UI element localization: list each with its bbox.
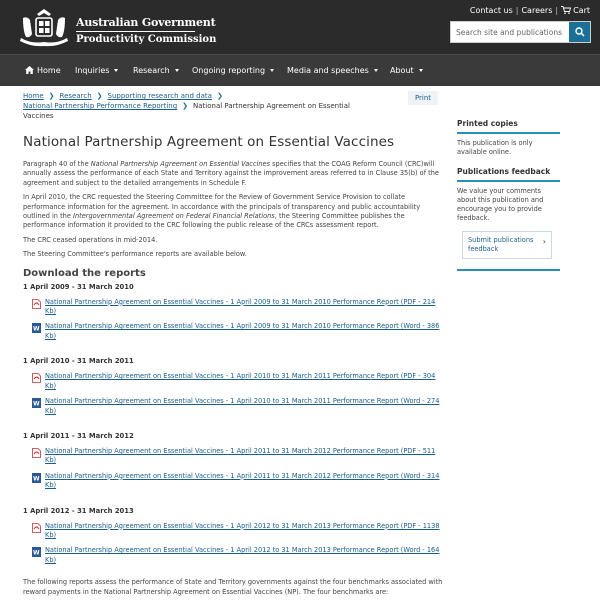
- pdf-icon: [32, 448, 41, 458]
- word-icon: [32, 547, 41, 557]
- nav-about[interactable]: [390, 55, 423, 87]
- page-title: National Partnership Agreement on Essential Vaccines: [23, 134, 395, 150]
- nav-home[interactable]: [25, 55, 61, 87]
- printed-copies-heading: Printed copies: [457, 119, 518, 128]
- breadcrumb-current: National Partnership Agreement on Essential Vaccines: [23, 102, 350, 120]
- submit-feedback-button[interactable]: [462, 231, 552, 259]
- intro-text: specifies that the COAG Reform Council (CRC)will annually assess the performance of each State and Territory against the improvement areas referred to in Clause 35(b) of the agreement and subject to the detailed arrangements in Schedule F.: [23, 160, 439, 187]
- nav-home-label: Home: [37, 66, 61, 75]
- pdf-download-link[interactable]: National Partnership Agreement on Essential Vaccines - 1 April 2009 to 31 March 2010 Performance Report (PDF - 214 Kb): [45, 297, 436, 316]
- word-download-link[interactable]: National Partnership Agreement on Essential Vaccines - 1 April 2012 to 31 March 2013 Performance Report (Word - 164 Kb): [45, 546, 440, 564]
- careers-link[interactable]: Careers: [521, 6, 553, 15]
- report-period: 1 April 2010 - 31 March 2011: [23, 357, 134, 366]
- gov-divider: [76, 31, 195, 32]
- site-logo[interactable]: [17, 8, 217, 48]
- separator: |: [515, 6, 519, 15]
- background-text: In April 2010, the CRC requested the Steering Committee for the Review of Government Service Provision to collate performance information for the agreement. In accordance with the principals of transparency and public accountability outlined in the: [23, 193, 421, 221]
- submit-feedback-label: Submit publications feedback: [468, 236, 534, 253]
- sidebar: [457, 118, 560, 271]
- site-header: [0, 0, 600, 54]
- agency-name: Productivity Commission: [76, 34, 217, 45]
- chevron-right-icon: ❯: [182, 102, 189, 110]
- chevron-down-icon: [374, 69, 378, 72]
- chevron-down-icon: [114, 69, 118, 72]
- search-icon: [575, 27, 585, 37]
- sidebar-divider: [457, 269, 560, 271]
- download-heading: Download the reports: [23, 267, 146, 279]
- word-download-link[interactable]: National Partnership Agreement on Essential Vaccines - 1 April 2009 to 31 March 2010 Performance Report (Word - 386 Kb): [45, 322, 440, 340]
- pdf-download-link[interactable]: National Partnership Agreement on Essential Vaccines - 1 April 2012 to 31 March 2013 Performance Report (PDF - 1138 Kb): [45, 521, 440, 539]
- download-item: [23, 447, 443, 466]
- intro-text: Paragraph 40 of the: [23, 160, 91, 168]
- report-group: [23, 506, 443, 566]
- nav-inquiries[interactable]: [75, 55, 118, 87]
- breadcrumb: [23, 91, 353, 121]
- sidebar-divider: [457, 132, 560, 134]
- chevron-down-icon: [270, 69, 274, 72]
- breadcrumb-home[interactable]: Home: [23, 92, 44, 100]
- crc-ceased-paragraph: The CRC ceased operations in mid-2014.: [23, 235, 158, 244]
- agreement-name: National Partnership Agreement on Essential Vaccines: [90, 160, 271, 168]
- download-item: [23, 546, 443, 565]
- print-button[interactable]: Print: [408, 91, 438, 105]
- contact-link[interactable]: Contact us: [469, 6, 513, 15]
- svg-text:W: W: [33, 475, 40, 483]
- download-item: [23, 298, 443, 317]
- svg-text:W: W: [33, 326, 40, 334]
- cart-link[interactable]: Cart: [573, 6, 590, 15]
- sidebar-divider: [457, 180, 560, 182]
- pdf-icon: [32, 523, 41, 533]
- chevron-down-icon: [175, 69, 179, 72]
- report-group: [23, 356, 443, 416]
- chevron-right-icon: ❯: [96, 92, 103, 100]
- reports-available-paragraph: The Steering Committee's performance reports are available below.: [23, 250, 247, 259]
- nav-media-label: Media and speeches: [287, 66, 369, 75]
- report-period: 1 April 2012 - 31 March 2013: [23, 506, 134, 515]
- gov-title: Australian Government: [76, 16, 216, 29]
- feedback-text: We value your comments about this publication and encourage you to provide feedback.: [457, 187, 544, 222]
- nav-inquiries-label: Inquiries: [75, 66, 110, 75]
- intro-paragraph: [23, 160, 443, 188]
- nav-about-label: About: [390, 66, 414, 75]
- utility-links: [470, 6, 590, 15]
- nav-ongoing-reporting[interactable]: [192, 55, 274, 87]
- download-item: [23, 322, 443, 341]
- breadcrumb-research[interactable]: Research: [59, 92, 92, 100]
- search-input[interactable]: [451, 22, 570, 42]
- chevron-right-icon: ›: [542, 237, 546, 246]
- svg-text:W: W: [33, 549, 40, 557]
- nav-research[interactable]: [133, 55, 179, 87]
- benchmarks-paragraph: The following reports assess the performance of State and Territory governments against the four benchmarks associated with reward payments in the National Partnership Agreement on Essential Vaccines (NP). The four benchmarks are:: [23, 578, 443, 596]
- chevron-right-icon: ❯: [216, 92, 223, 100]
- separator: |: [555, 6, 559, 15]
- chevron-right-icon: ❯: [48, 92, 55, 100]
- home-icon: [25, 66, 34, 74]
- download-item: [23, 372, 443, 391]
- word-icon: [32, 473, 41, 483]
- report-group: [23, 282, 443, 342]
- nav-research-label: Research: [133, 66, 170, 75]
- report-period: 1 April 2009 - 31 March 2010: [23, 282, 134, 291]
- feedback-heading: Publications feedback: [457, 167, 551, 176]
- report-group: [23, 431, 443, 491]
- main-content: [23, 133, 443, 597]
- background-text: , the Steering Committee publishes the performance information it provided to the CRC following the public release of the CRCs assessment report.: [23, 212, 405, 230]
- nav-ongoing-label: Ongoing reporting: [192, 66, 266, 75]
- background-paragraph: [23, 193, 443, 231]
- pdf-icon: [32, 299, 41, 309]
- word-icon: [32, 398, 41, 408]
- report-period: 1 April 2011 - 31 March 2012: [23, 431, 134, 440]
- breadcrumb-supporting-research[interactable]: Supporting research and data: [107, 92, 212, 100]
- main-navigation: [0, 54, 600, 86]
- word-download-link[interactable]: National Partnership Agreement on Essential Vaccines - 1 April 2011 to 31 March 2012 Performance Report (Word - 314 Kb): [45, 471, 440, 490]
- word-icon: [32, 323, 41, 333]
- printed-copies-text: This publication is only available online.: [457, 139, 533, 156]
- download-item: [23, 397, 443, 416]
- pdf-download-link[interactable]: National Partnership Agreement on Essential Vaccines - 1 April 2011 to 31 March 2012 Performance Report (PDF - 511 Kb): [45, 446, 436, 465]
- word-download-link[interactable]: National Partnership Agreement on Essential Vaccines - 1 April 2010 to 31 March 2011 Performance Report (Word - 274 Kb): [45, 397, 440, 415]
- chevron-down-icon: [419, 69, 423, 72]
- iga-name: Intergovernmental Agreement on Federal Financial Relations: [73, 212, 275, 221]
- svg-text:W: W: [33, 400, 40, 408]
- crest-icon: [17, 8, 71, 48]
- breadcrumb-np-reporting[interactable]: National Partnership Performance Reporting: [23, 102, 178, 110]
- pdf-icon: [32, 373, 41, 383]
- search-box: [450, 21, 591, 43]
- nav-media-speeches[interactable]: [287, 55, 378, 87]
- cart-icon[interactable]: [561, 6, 571, 14]
- download-item: [23, 522, 443, 541]
- search-button[interactable]: [569, 22, 590, 42]
- download-item: [23, 472, 443, 491]
- pdf-download-link[interactable]: National Partnership Agreement on Essential Vaccines - 1 April 2010 to 31 March 2011 Performance Report (PDF - 304 Kb): [45, 372, 436, 390]
